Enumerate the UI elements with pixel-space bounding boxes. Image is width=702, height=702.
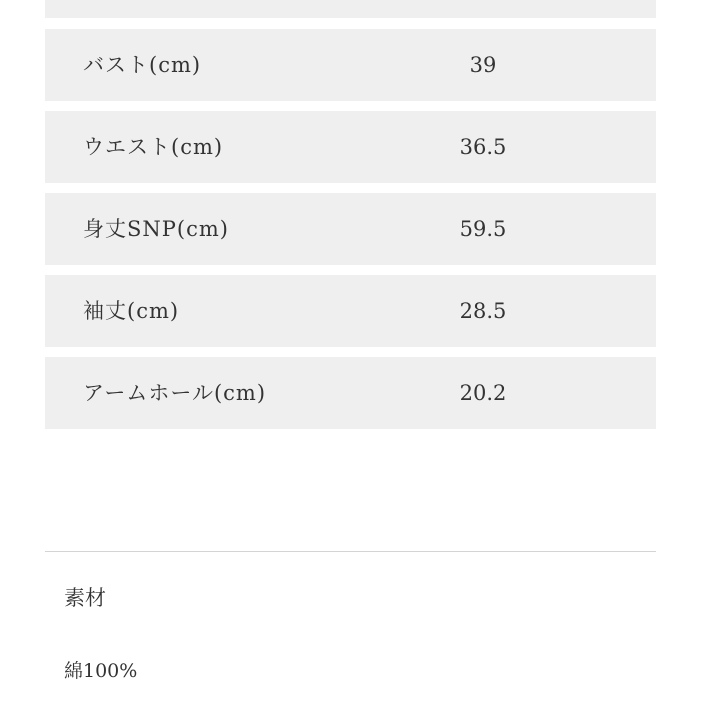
row-label: アームホール(cm) — [83, 381, 267, 405]
row-value: 59.5 — [459, 217, 507, 241]
row-label: バスト(cm) — [83, 53, 202, 77]
row-value: 20.2 — [459, 381, 507, 405]
row-value: 28.5 — [459, 299, 507, 323]
row-value: 36.5 — [459, 135, 507, 159]
row-label: ウエスト(cm) — [83, 135, 224, 159]
size-table-row-armhole — [45, 357, 656, 429]
size-table-row-length — [45, 193, 656, 265]
row-value: 39 — [469, 53, 497, 77]
section-divider — [45, 551, 656, 552]
material-value: 綿100% — [64, 660, 138, 682]
row-label: 身丈SNP(cm) — [83, 217, 229, 241]
size-table-row-partial — [45, 0, 656, 18]
material-title: 素材 — [64, 586, 106, 610]
size-table-row-bust — [45, 29, 656, 101]
row-label: 袖丈(cm) — [83, 299, 180, 323]
size-table-row-sleeve — [45, 275, 656, 347]
size-table-row-waist — [45, 111, 656, 183]
